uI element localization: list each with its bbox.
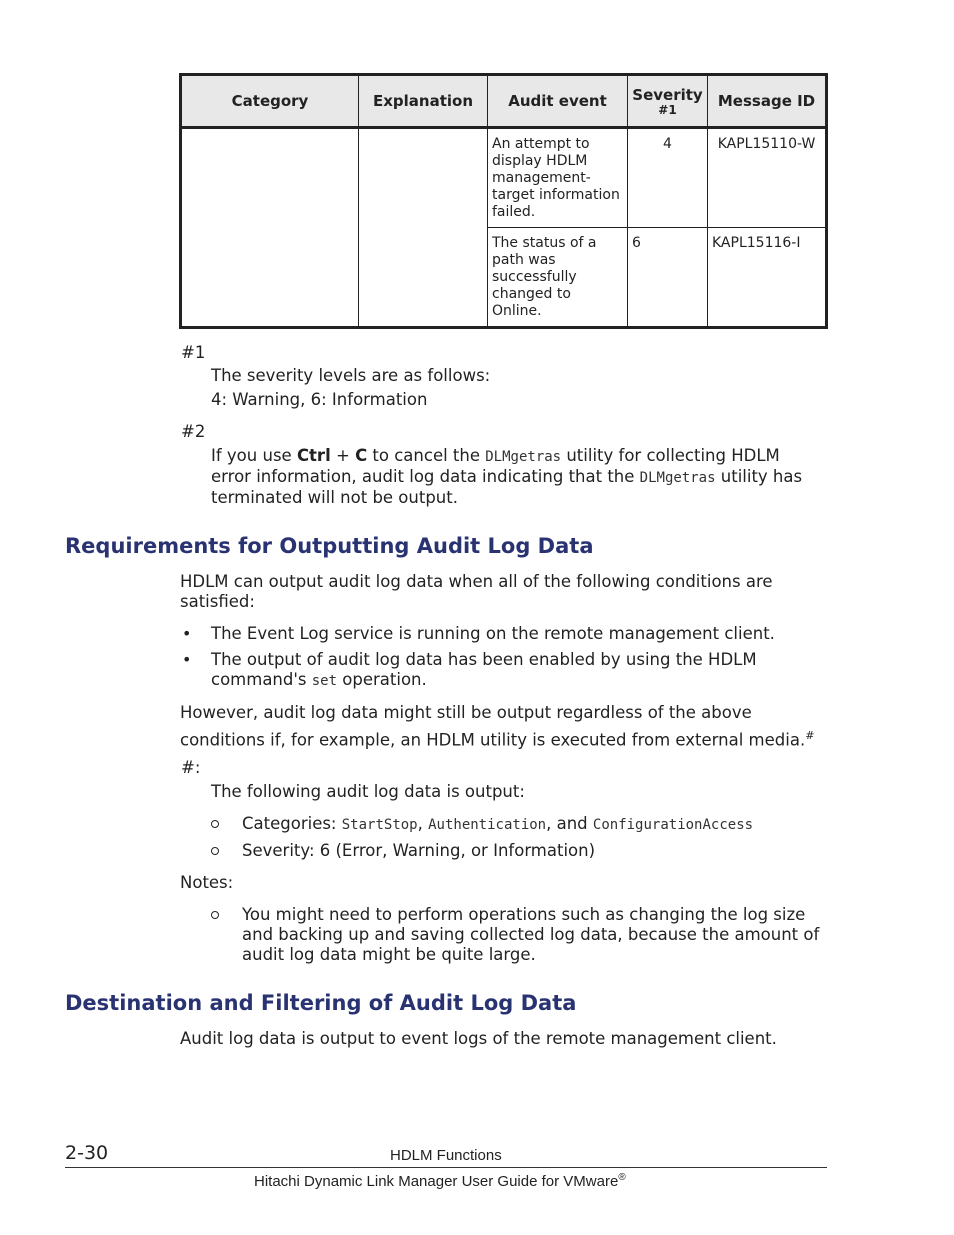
sub-bullet-icon	[211, 911, 219, 919]
severity-header-label: Severity	[632, 86, 703, 104]
table-header-row	[181, 75, 827, 128]
sub-bullet-icon	[211, 847, 219, 855]
however-footnote-mark: #	[805, 729, 815, 742]
note-line2: and backing up and saving collected log data, because the amount of	[242, 925, 820, 944]
hash-note-text: The following audit log data is output:	[211, 782, 525, 801]
however-line2: conditions if, for example, an HDLM utility is executed from external media.#	[180, 729, 815, 750]
note-line1: You might need to perform operations such as changing the log size	[242, 905, 806, 924]
ctrl-key: Ctrl	[296, 446, 331, 465]
startstop-code: StartStop	[341, 817, 418, 833]
registered-mark: ®	[618, 1172, 626, 1183]
section-heading-requirements: Requirements for Outputting Audit Log Data	[65, 534, 594, 558]
column-header-message-id: Message ID	[708, 75, 827, 128]
section-heading-destination: Destination and Filtering of Audit Log Data	[65, 991, 577, 1015]
severity-cell: 4	[628, 128, 708, 228]
note-1-label: #1	[181, 343, 206, 362]
however-line1: However, audit log data might still be output regardless of the above	[180, 703, 752, 722]
audit-event-cell: The status of a path was successfully changed to Online.	[488, 228, 628, 328]
column-header-severity	[628, 75, 708, 128]
note-1-line1: The severity levels are as follows:	[211, 366, 491, 385]
configurationaccess-code: ConfigurationAccess	[592, 817, 754, 833]
dlmgetras-code: DLMgetras	[639, 470, 716, 486]
message-id-cell: KAPL15116-I	[708, 228, 827, 328]
severity-header-note: #1	[658, 103, 677, 117]
severity-cell: 6	[628, 228, 708, 328]
note-2-label: #2	[181, 422, 206, 441]
bullet-1: The Event Log service is running on the remote management client.	[211, 624, 775, 643]
sub-bullet-severity: Severity: 6 (Error, Warning, or Information)	[242, 841, 596, 860]
column-header-explanation: Explanation	[359, 75, 488, 128]
footer-book-title: Hitachi Dynamic Link Manager User Guide for VMware®	[254, 1172, 626, 1190]
explanation-cell	[359, 128, 488, 328]
category-cell	[181, 128, 359, 328]
c-key: C	[355, 446, 368, 465]
message-id-cell: KAPL15110-W	[708, 128, 827, 228]
page-number: 2-30	[65, 1142, 109, 1164]
authentication-code: Authentication	[428, 817, 547, 833]
intro-line1: HDLM can output audit log data when all of the following conditions are	[180, 572, 773, 591]
note-2-line1: If you use Ctrl + C to cancel the DLMgetras utility for collecting HDLM	[211, 446, 780, 465]
notes-label: Notes:	[180, 873, 234, 892]
note-1-line2: 4: Warning, 6: Information	[211, 390, 428, 409]
destination-text: Audit log data is output to event logs of the remote management client.	[180, 1029, 777, 1048]
audit-event-table	[179, 73, 828, 329]
hash-note-label: #:	[181, 758, 201, 777]
bullet-icon: •	[182, 624, 192, 643]
footer-divider	[65, 1167, 827, 1168]
intro-line2: satisfied:	[180, 592, 255, 611]
table-row	[181, 128, 827, 228]
note-2-line2: error information, audit log data indicating that the DLMgetras utility has	[211, 467, 803, 486]
sub-bullet-categories: Categories: StartStop, Authentication, and ConfigurationAccess	[242, 814, 754, 833]
sub-bullet-icon	[211, 820, 219, 828]
audit-event-cell: An attempt to display HDLM management-target information failed.	[488, 128, 628, 228]
column-header-category: Category	[181, 75, 359, 128]
dlmgetras-code: DLMgetras	[485, 449, 562, 465]
note-2-line3: terminated will not be output.	[211, 488, 458, 507]
footer-chapter: HDLM Functions	[390, 1147, 502, 1164]
column-header-audit-event: Audit event	[488, 75, 628, 128]
bullet-2-line1: The output of audit log data has been enabled by using the HDLM	[211, 650, 757, 669]
bullet-icon: •	[182, 650, 192, 669]
bullet-2-line2: command's set operation.	[211, 670, 427, 689]
set-code: set	[311, 673, 338, 689]
note-line3: audit log data might be quite large.	[242, 945, 536, 964]
